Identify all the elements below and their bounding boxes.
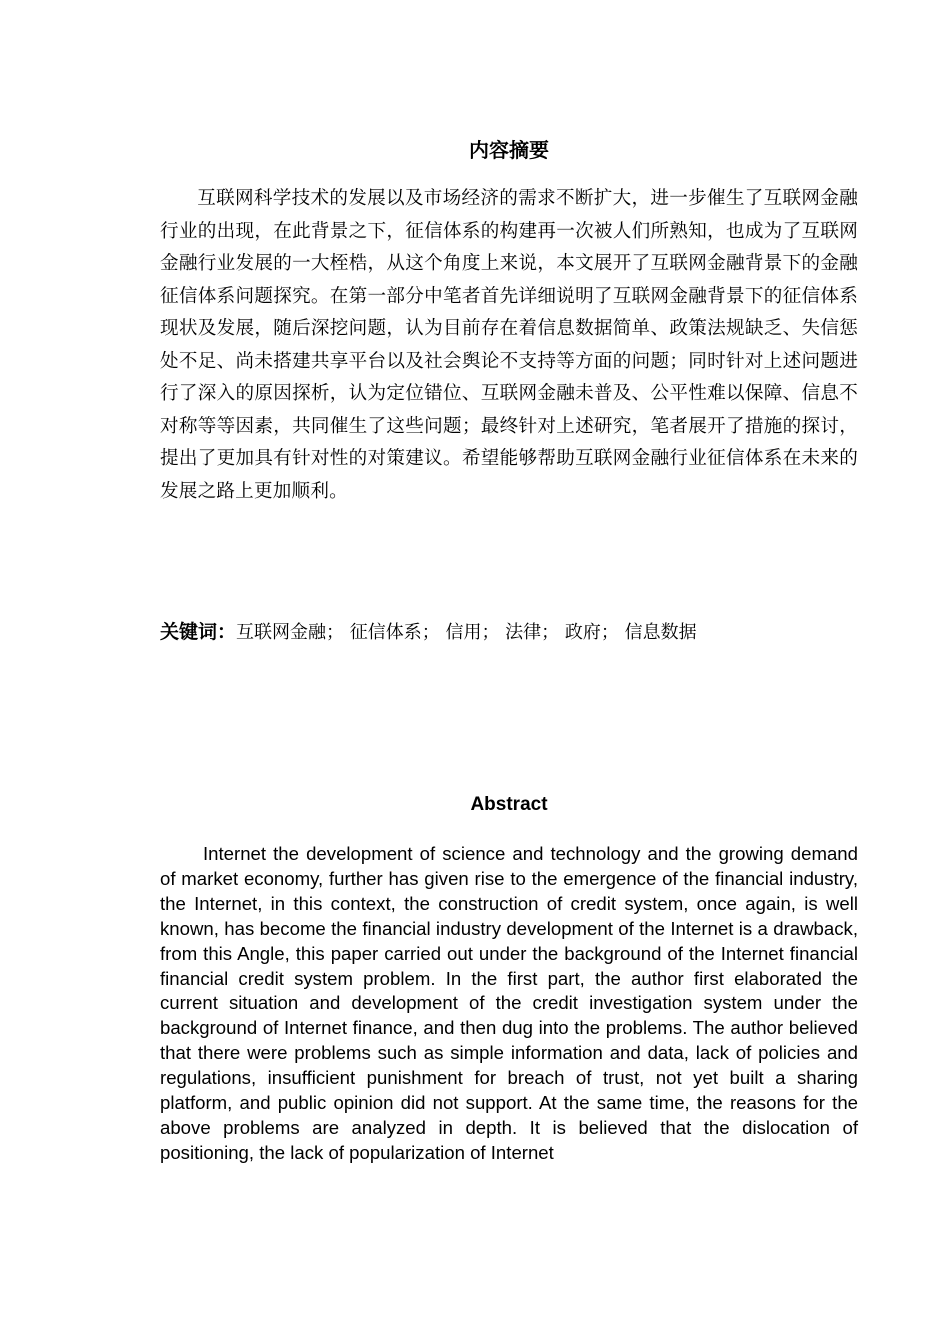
cn-abstract-body: 互联网科学技术的发展以及市场经济的需求不断扩大，进一步催生了互联网金融行业的出现，在此背景之下，征信体系的构建再一次被人们所熟知，也成为了互联网金融行业发展的一大桎梏，从这个角度上来说，本文展开了互联网金融背景下的金融征信体系问题探究。在第一部分中笔者首先详细说明了互联网金融背景下的征信体系现状及发展，随后深挖问题，认为目前存在着信息数据简单、政策法规缺乏、失信惩处不足、尚未搭建共享平台以及社会舆论不支持等方面的问题；同时针对上述问题进行了深入的原因探析，认为定位错位、互联网金融未普及、公平性难以保障、信息不对称等等因素，共同催生了这些问题；最终针对上述研究，笔者展开了措施的探讨，提出了更加具有针对性的对策建议。希望能够帮助互联网金融行业征信体系在未来的发展之路上更加顺利。 bbox=[160, 188, 858, 502]
keywords-label: 关键词： bbox=[160, 621, 237, 643]
cn-keywords bbox=[160, 617, 858, 648]
cn-abstract-title: 内容摘要 bbox=[469, 138, 549, 162]
keywords-list: 互联网金融； 征信体系； 信用； 法律； 政府； 信息数据 bbox=[236, 622, 697, 643]
en-abstract-body: Internet the development of science and technology and the growing demand of market economy, further has given rise to the emergence of the financial industry, the Internet, in this context, the construction of credit system, once again, is well known, has become the financial industry development of the Internet is a drawback, from this Angle, this paper carried out under the background of the Internet financial financial credit system problem. In the first part, the author first elaborated the current situation and development of the credit investigation system under the background of Internet finance, and then dug into the problems. The author believed that there were problems such as simple information and data, lack of policies and regulations, insufficient punishment for breach of trust, not yet built a sharing platform, and public opinion did not support. At the same time, the reasons for the above problems are analyzed in depth. It is believed that the dislocation of positioning, the lack of popularization of Internet bbox=[160, 843, 858, 1163]
en-abstract-title: Abstract bbox=[470, 794, 548, 815]
